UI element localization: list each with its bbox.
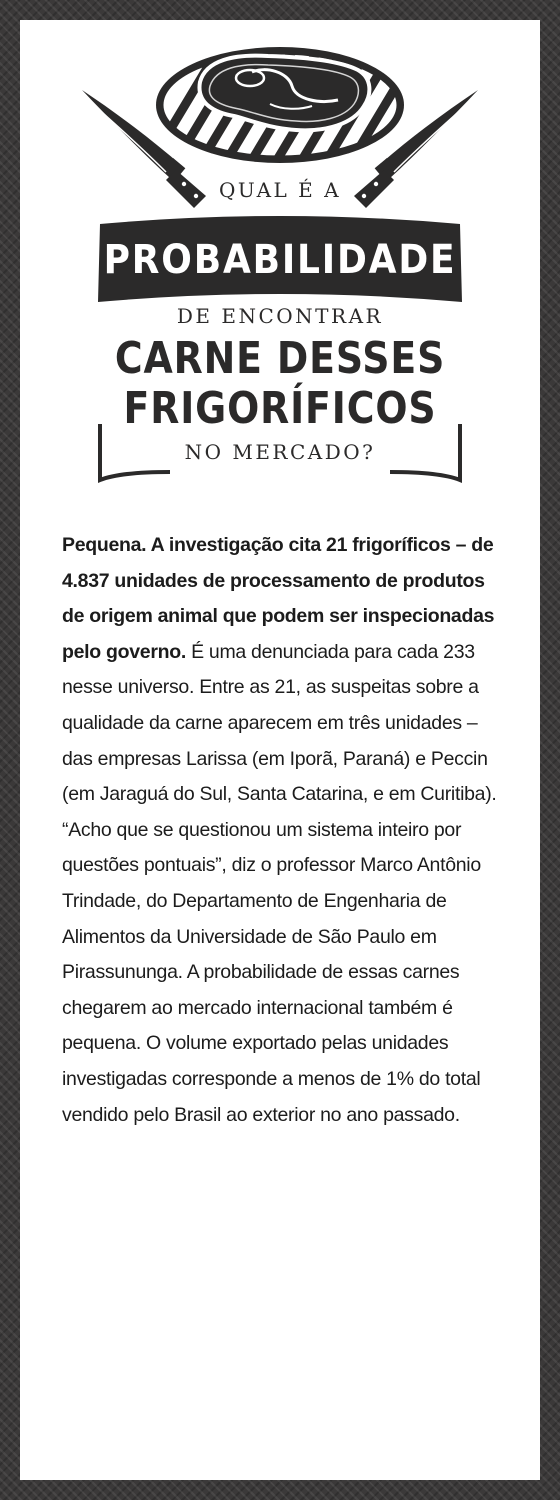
infographic-card — [20, 20, 540, 1480]
headline-line-6: NO MERCADO? — [184, 440, 376, 464]
headline-banner: PROBABILIDADE — [103, 237, 457, 283]
article-body — [62, 528, 502, 1133]
headline-line-4: CARNE DESSES — [114, 333, 446, 384]
headline-line-5: FRIGORÍFICOS — [123, 383, 437, 434]
article-lead: Pequena. A investigação cita 21 frigoríficos – de 4.837 unidades de processamento de produtos de origem animal que podem ser inspecionadas pelo governo. — [62, 534, 495, 663]
article-text: É uma denunciada para cada 233 nesse universo. Entre as 21, as suspeitas sobre a qualidade da carne aparecem em três unidades – das empresas Larissa (em Iporã, Paraná) e Peccin (em Jaraguá do Sul, Santa Catarina, e em Curitiba). “Acho que se questionou um sistema inteiro por questões pontuais”, diz o professor Marco Antônio Trindade, do Departamento de Engenharia de Alimentos da Universidade de São Paulo em Pirassununga. A probabilidade de essas carnes chegarem ao mercado internacional também é pequena. O volume exportado pelas unidades investigadas corresponde a menos de 1% do total vendido pelo Brasil ao exterior no ano passado. — [62, 640, 497, 1126]
headline-line-3: DE ENCONTRAR — [176, 304, 384, 328]
headline-line-1: QUAL É A — [218, 178, 342, 202]
